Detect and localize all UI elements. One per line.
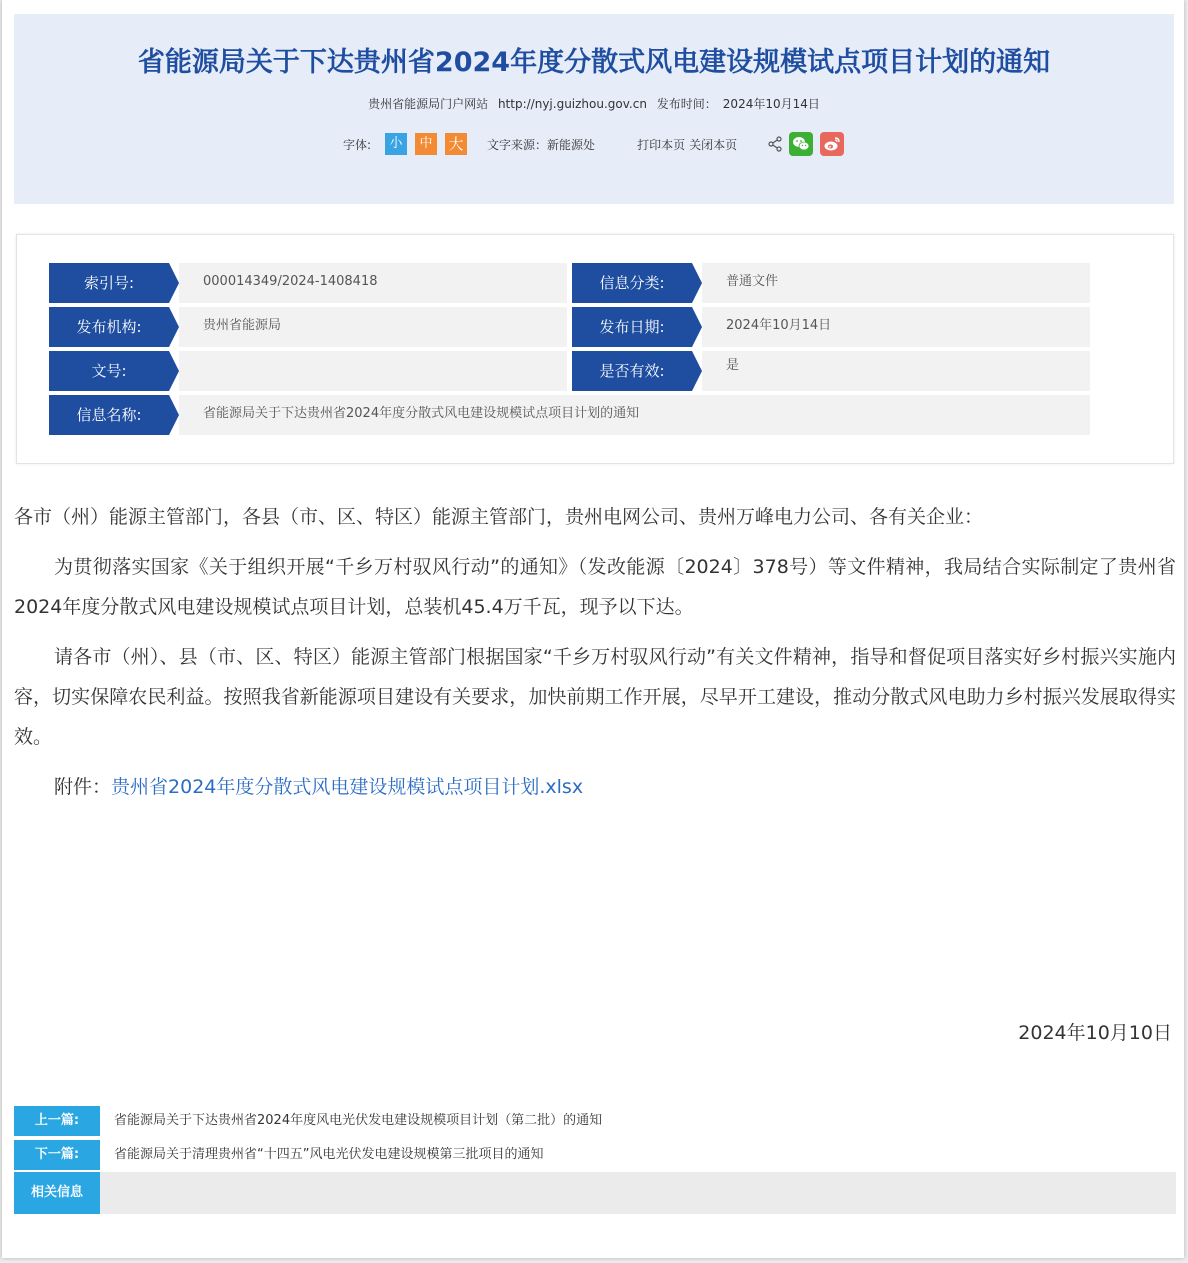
attachment-link[interactable]: 贵州省2024年度分散式风电建设规模试点项目计划.xlsx [111,776,584,798]
page-title: 省能源局关于下达贵州省2024年度分散式风电建设规模试点项目计划的通知 [137,47,1051,78]
paragraph-1: 为贯彻落实国家《关于组织开展“千乡万村驭风行动”的通知》（发改能源〔2024〕378号）等文件精神，我局结合实际制定了贵州省2024年度分散式风电建设规模试点项目计划，总装机45.4万千瓦，现予以下达。 [14,556,1176,618]
info-row-valid [572,351,1090,391]
info-row-date [572,307,1090,347]
wechat-icon[interactable] [789,132,813,156]
site-name: 贵州省能源局门户网站 [368,97,489,111]
info-row-org [49,307,567,347]
attachment-label: 附件： [54,776,112,798]
info-table [16,234,1174,464]
next-article-link[interactable]: 省能源局关于清理贵州省“十四五”风电光伏发电建设规模第三批项目的通知 [114,1147,544,1162]
docno-value [179,351,567,391]
sign-date: 2024年10月10日 [1018,1022,1172,1044]
paragraph-2: 请各市（州）、县（市、区、特区）能源主管部门根据国家“千乡万村驭风行动”有关文件精神，指导和督促项目落实好乡村振兴实施内容，切实保障农民利益。按照我省新能源项目建设有关要求，加快前期工作开展，尽早开工建设，推动分散式风电助力乡村振兴发展取得实效。 [14,646,1176,748]
info-row-name [49,395,1090,435]
org-label: 发布机构: [49,307,169,347]
prev-article [14,1106,1176,1136]
next-article [14,1140,1176,1170]
article-tools [343,131,844,157]
font-size-label: 字体: [343,137,372,152]
text-source: 文字来源：新能源处 [487,137,596,152]
prev-label: 上一篇: [14,1106,100,1136]
site-url: http://nyj.guizhou.gov.cn [497,97,647,111]
article-header [14,14,1174,204]
name-value: 省能源局关于下达贵州省2024年度分散式风电建设规模试点项目计划的通知 [179,395,1090,435]
print-link[interactable]: 打印本页 [637,137,686,152]
prev-article-link[interactable]: 省能源局关于下达贵州省2024年度风电光伏发电建设规模项目计划（第二批）的通知 [114,1113,603,1128]
attachment [14,767,1176,807]
info-row-category [572,263,1090,303]
publish-label: 发布时间： [656,97,717,111]
name-label: 信息名称: [49,395,169,435]
category-value: 普通文件 [702,263,1090,303]
docno-label: 文号: [49,351,169,391]
date-label: 发布日期: [572,307,692,347]
index-value: 000014349/2024-1408418 [179,263,567,303]
font-large-button[interactable]: 大 [445,133,467,155]
index-label: 索引号: [49,263,169,303]
next-label: 下一篇: [14,1140,100,1170]
weibo-icon[interactable] [820,132,844,156]
salutation: 各市（州）能源主管部门，各县（市、区、特区）能源主管部门，贵州电网公司、贵州万峰电力公司、各有关企业： [14,506,984,528]
article-meta [14,95,1174,112]
font-small-button[interactable]: 小 [385,133,407,155]
valid-label: 是否有效: [572,351,692,391]
date-value: 2024年10月14日 [702,307,1090,347]
close-link[interactable]: 关闭本页 [689,137,738,152]
publish-date: 2024年10月14日 [722,97,820,111]
org-value: 贵州省能源局 [179,307,567,347]
related-info [14,1172,1176,1214]
info-row-docno [49,351,567,391]
article-body [14,497,1176,817]
category-label: 信息分类: [572,263,692,303]
info-row-index [49,263,567,303]
valid-value: 是 [702,351,1090,391]
font-medium-button[interactable]: 中 [415,133,437,155]
related-label: 相关信息 [14,1172,100,1214]
share-icon[interactable] [767,136,783,152]
page [2,0,1184,1258]
